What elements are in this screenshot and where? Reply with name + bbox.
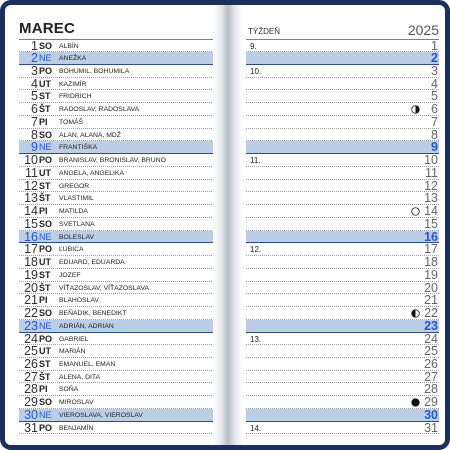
day-row <box>19 358 214 371</box>
name-days: MIROSLAV <box>59 399 94 407</box>
day-of-week: PI <box>39 116 48 127</box>
day-row <box>19 90 214 103</box>
day-of-week: SO <box>39 397 53 408</box>
notes-row <box>246 78 439 91</box>
day-of-week: NE <box>39 142 52 153</box>
notes-row <box>246 141 439 154</box>
day-of-week: PO <box>39 155 53 166</box>
notes-row <box>246 294 439 307</box>
notes-row <box>246 180 439 193</box>
name-days: SOŇA <box>59 386 79 394</box>
day-row <box>19 167 214 180</box>
right-page <box>228 5 445 445</box>
name-days: EDUARD, EDUARDA <box>59 259 125 267</box>
day-number: 23 <box>24 318 38 333</box>
day-of-week: SO <box>39 129 53 140</box>
day-number: 26 <box>24 357 38 371</box>
sunday-row <box>19 141 214 154</box>
day-row <box>19 307 214 320</box>
notes-row <box>246 167 439 180</box>
notes-row <box>246 90 439 103</box>
day-number-right: 20 <box>424 280 438 295</box>
day-of-week: ST <box>39 269 51 280</box>
notes-row <box>246 40 439 53</box>
day-number: 19 <box>24 267 38 282</box>
day-number-right: 15 <box>424 216 438 231</box>
day-of-week: UT <box>39 167 51 178</box>
name-days: ANEŽKA <box>59 55 87 63</box>
day-number: 30 <box>24 407 38 422</box>
notes-row <box>246 116 439 129</box>
notes-row <box>246 243 439 256</box>
day-of-week: PO <box>39 422 53 433</box>
day-of-week: SO <box>39 308 53 319</box>
name-days: TOMÁŠ <box>59 118 84 126</box>
notes-row <box>246 52 439 65</box>
day-number-right: 28 <box>424 382 438 397</box>
day-of-week: ŠT <box>39 282 51 293</box>
notes-row <box>246 345 439 358</box>
day-row <box>19 396 214 409</box>
notes-row <box>246 269 439 282</box>
name-days: EMANUEL, EMAN <box>59 361 116 368</box>
notes-row <box>246 282 439 295</box>
notes-row <box>246 129 439 142</box>
day-number-right: 29 <box>424 395 438 410</box>
notes-row <box>246 333 439 346</box>
notes-row <box>246 396 439 409</box>
day-of-week: ŠT <box>39 371 51 382</box>
name-days: ADRIÁN, ADRIAN <box>59 322 114 330</box>
name-days: RADOSLAV, RADOSLAVA <box>59 106 140 114</box>
notes-row <box>246 231 439 244</box>
day-number-right: 5 <box>431 89 438 104</box>
day-number-right: 18 <box>424 255 438 270</box>
day-number: 31 <box>24 420 38 435</box>
day-number: 9 <box>31 140 38 155</box>
name-days: GREGOR <box>59 182 90 190</box>
day-of-week: UT <box>39 346 51 357</box>
day-of-week: SO <box>39 40 53 51</box>
day-number-right: 21 <box>424 293 438 308</box>
day-row <box>19 205 214 218</box>
day-of-week: NE <box>39 53 52 64</box>
day-number: 20 <box>24 280 38 295</box>
day-row <box>19 256 214 269</box>
notes-row <box>246 256 439 269</box>
day-number-right: 9 <box>431 140 438 155</box>
notes-row <box>246 205 439 218</box>
name-days: FRANTIŠKA <box>59 144 98 152</box>
day-of-week: PI <box>39 206 48 217</box>
day-number: 25 <box>24 344 38 359</box>
day-number-right: 22 <box>424 306 438 321</box>
name-days: ANGELA, ANGELIKA <box>59 169 124 177</box>
day-number-right: 24 <box>424 331 438 346</box>
day-number-right: 10 <box>424 153 438 168</box>
day-number: 4 <box>31 76 38 91</box>
full-moon-icon <box>411 207 420 216</box>
new-moon-icon <box>411 398 420 407</box>
day-number-right: 12 <box>424 178 438 193</box>
day-number-right: 11 <box>425 165 438 180</box>
name-days: BRANISLAV, BRONISLAV, BRUNO <box>59 157 166 165</box>
day-number-right: 26 <box>424 357 438 371</box>
name-days: BOHUMIL, BOHUMILA <box>59 67 130 75</box>
left-page <box>5 5 222 445</box>
day-of-week: PO <box>39 244 53 255</box>
day-number: 6 <box>31 102 38 117</box>
name-days: VÍŤAZOSLAV, VÍŤAZOSLAVA <box>59 284 150 292</box>
day-number: 11 <box>25 165 38 180</box>
notes-row <box>246 320 439 333</box>
day-number: 5 <box>31 89 38 104</box>
day-row <box>19 333 214 346</box>
day-number: 27 <box>24 369 38 384</box>
day-row <box>19 180 214 193</box>
sunday-row <box>19 320 214 333</box>
day-row <box>19 78 214 91</box>
day-number: 16 <box>24 229 38 244</box>
week-header <box>246 19 439 40</box>
day-of-week: SO <box>39 218 53 229</box>
name-days: BENJAMÍN <box>59 424 94 432</box>
name-days: SVETLANA <box>59 220 95 228</box>
week-number: 12. <box>250 245 262 255</box>
notes-row <box>246 307 439 320</box>
day-of-week: ŠT <box>39 193 51 204</box>
day-number: 7 <box>31 114 38 129</box>
day-number-right: 4 <box>431 76 438 91</box>
notes-row <box>246 409 439 422</box>
day-row <box>19 371 214 384</box>
day-number-right: 7 <box>431 114 438 129</box>
day-number-right: 8 <box>431 127 438 142</box>
day-row <box>19 154 214 167</box>
day-of-week: ST <box>39 91 51 102</box>
day-number: 18 <box>24 255 38 270</box>
day-of-week: UT <box>39 257 51 268</box>
day-number: 22 <box>24 306 38 321</box>
day-row <box>19 243 214 256</box>
day-number: 3 <box>31 63 38 78</box>
day-number: 24 <box>24 331 38 346</box>
day-row <box>19 192 214 205</box>
day-number: 1 <box>31 38 38 53</box>
name-days: ALENA, DITA <box>59 373 101 381</box>
sunday-row <box>19 231 214 244</box>
day-number-right: 30 <box>424 407 438 422</box>
notes-row <box>246 103 439 116</box>
notes-row <box>246 154 439 167</box>
last-quarter-moon-icon <box>411 309 420 318</box>
name-days: KAZIMÍR <box>59 80 87 88</box>
sunday-row <box>19 409 214 422</box>
name-days: FRIDRICH <box>59 93 92 101</box>
day-number-right: 23 <box>424 318 438 333</box>
name-days: ĽUBICA <box>59 246 84 254</box>
name-days: JOZEF <box>59 271 81 279</box>
day-of-week: NE <box>39 320 52 331</box>
notes-row <box>246 218 439 231</box>
day-number: 29 <box>24 395 38 410</box>
week-number: 13. <box>250 334 262 344</box>
day-of-week: ST <box>39 359 51 369</box>
day-row <box>19 269 214 282</box>
day-number: 13 <box>24 191 38 206</box>
name-days: BLAHOSLAV <box>59 297 99 305</box>
name-days: ALBÍN <box>59 42 79 50</box>
day-number: 17 <box>24 242 38 257</box>
day-row <box>19 345 214 358</box>
first-quarter-moon-icon <box>411 105 420 114</box>
day-number-right: 14 <box>424 204 438 219</box>
day-row <box>19 116 214 129</box>
notes-row <box>246 371 439 384</box>
day-number-right: 16 <box>424 229 438 244</box>
notes-row <box>246 422 439 435</box>
day-of-week: NE <box>39 409 52 420</box>
name-days: VIEROSLAVA, VIEROSLAV <box>59 411 143 419</box>
notes-row <box>246 192 439 205</box>
day-number: 21 <box>24 293 38 308</box>
day-number-right: 25 <box>424 344 438 359</box>
day-number: 8 <box>31 127 38 142</box>
name-days: ALAN, ALANA, MDŽ <box>59 131 121 139</box>
name-days: BEŇADIK, BENEDIKT <box>59 310 127 318</box>
day-row <box>19 383 214 396</box>
week-number: 14. <box>250 423 262 433</box>
day-number: 28 <box>24 382 38 397</box>
day-row <box>19 294 214 307</box>
week-number: 10. <box>250 66 262 76</box>
day-of-week: ŠT <box>39 104 51 115</box>
day-number-right: 6 <box>431 102 438 117</box>
day-number-right: 3 <box>431 63 438 78</box>
notes-row <box>246 383 439 396</box>
day-row <box>19 422 214 435</box>
day-number: 10 <box>24 153 38 168</box>
sunday-row <box>19 52 214 65</box>
notes-row <box>246 358 439 371</box>
name-days: BOLESLAV <box>59 233 95 241</box>
day-number-right: 19 <box>424 267 438 282</box>
day-number: 14 <box>24 204 38 219</box>
day-row <box>19 282 214 295</box>
day-of-week: UT <box>39 78 51 89</box>
day-row <box>19 129 214 142</box>
day-row <box>19 218 214 231</box>
notes-row <box>246 65 439 78</box>
week-column-label: TÝŽDEŇ <box>248 27 280 36</box>
day-number: 2 <box>31 51 38 66</box>
week-number: 9. <box>250 41 257 51</box>
name-days: MATILDA <box>59 208 88 216</box>
week-number: 11. <box>250 156 261 166</box>
day-number: 12 <box>24 178 38 193</box>
name-days: MARIÁN <box>59 348 86 356</box>
name-days: GABRIEL <box>59 335 89 343</box>
day-row <box>19 65 214 78</box>
day-of-week: PO <box>39 65 53 76</box>
day-row <box>19 40 214 53</box>
day-number-right: 31 <box>424 420 438 435</box>
day-row <box>19 103 214 116</box>
name-days: VLASTIMIL <box>59 195 94 203</box>
year-label: 2025 <box>407 22 439 38</box>
month-title: MAREC <box>19 20 75 37</box>
day-of-week: PO <box>39 333 53 344</box>
day-of-week: ST <box>39 180 51 191</box>
day-number-right: 13 <box>424 191 438 206</box>
day-number: 15 <box>24 216 38 231</box>
day-number-right: 2 <box>431 51 438 66</box>
day-of-week: PI <box>39 295 48 306</box>
day-of-week: NE <box>39 231 52 242</box>
book-spine <box>213 5 243 450</box>
day-number-right: 17 <box>424 242 438 257</box>
day-of-week: PI <box>39 384 48 395</box>
day-number-right: 27 <box>424 369 438 384</box>
month-header <box>19 19 214 40</box>
day-number-right: 1 <box>431 38 438 53</box>
